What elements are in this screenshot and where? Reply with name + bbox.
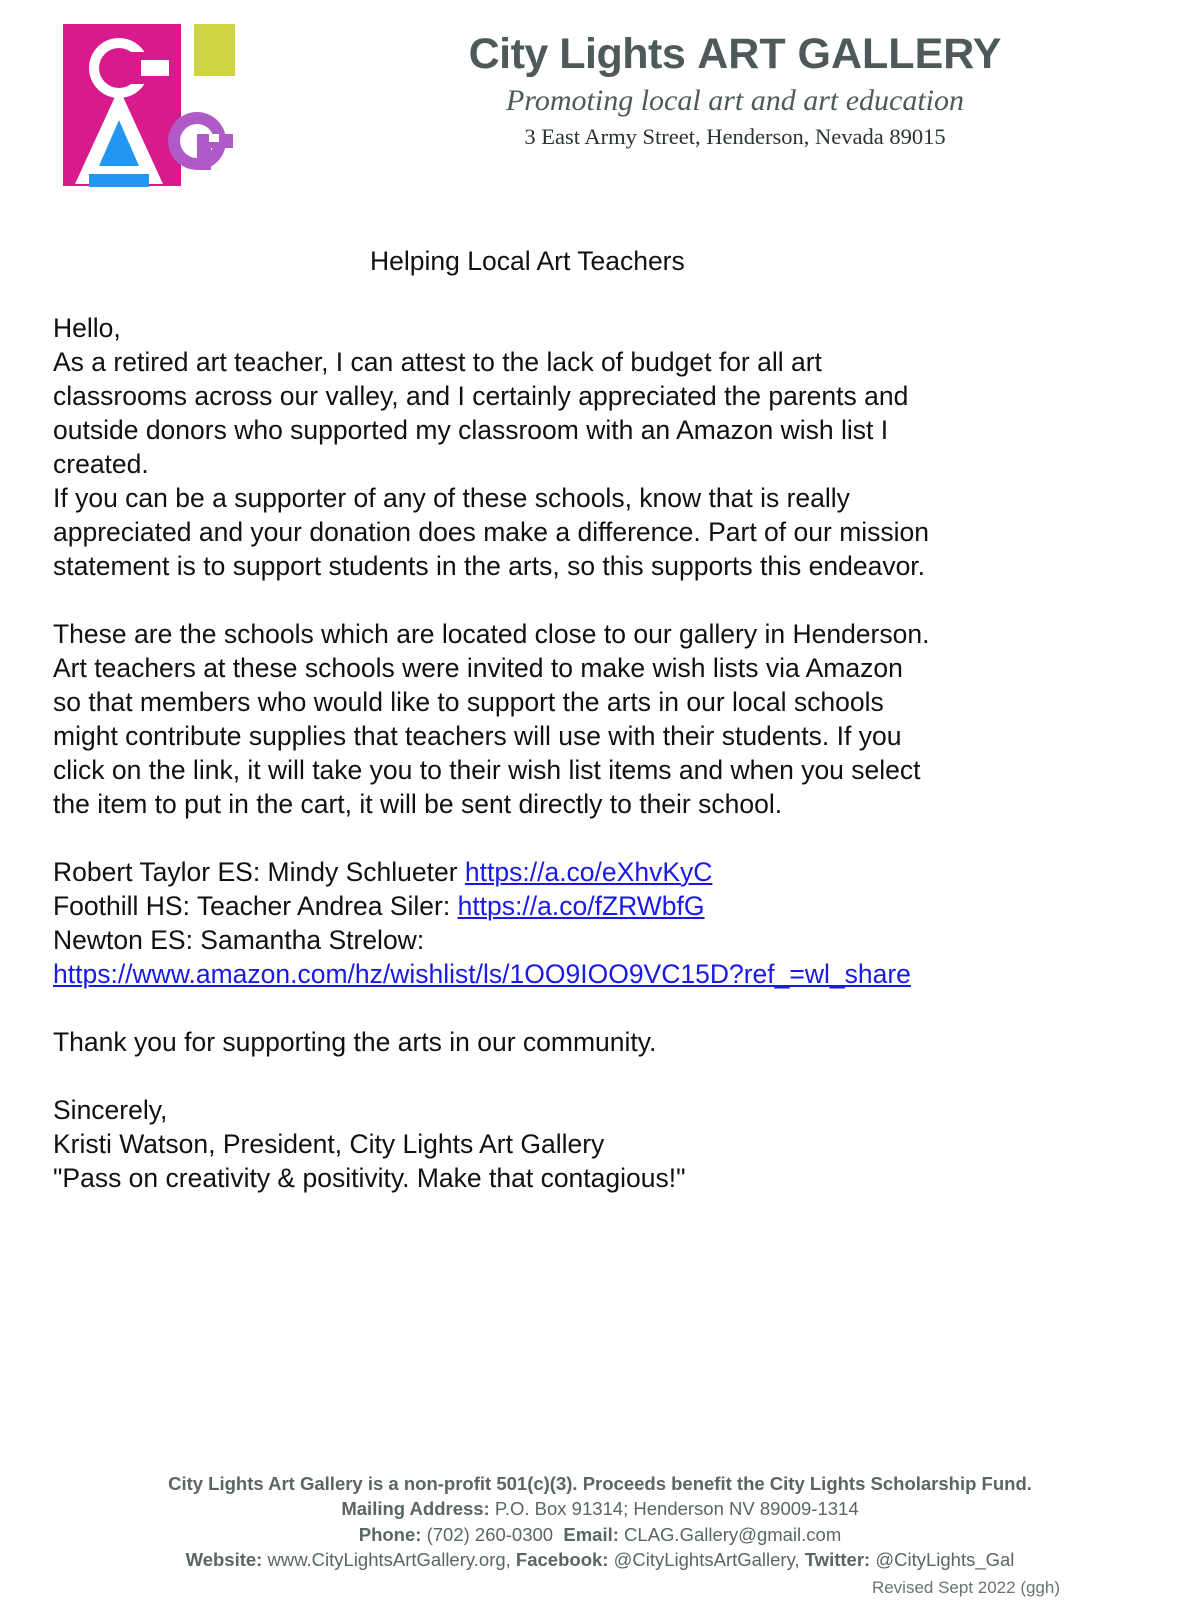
paragraph2-line-1: appreciated and your donation does make a difference. Part of our mission bbox=[53, 517, 930, 547]
letter-body bbox=[53, 311, 1053, 1195]
paragraph2-line-0: If you can be a supporter of any of these schools, know that is really bbox=[53, 483, 850, 513]
footer-email-value: CLAG.Gallery@gmail.com bbox=[618, 1523, 842, 1545]
list-item bbox=[53, 957, 1053, 991]
footer-twitter-value: @CityLights_Gal bbox=[870, 1549, 1015, 1570]
clag-logo-icon bbox=[57, 16, 239, 191]
wishlist-link-newton[interactable]: https://www.amazon.com/hz/wishlist/ls/1OO9IOO9VC15D?ref_=wl_share bbox=[53, 959, 911, 989]
paragraph-schools-info bbox=[53, 617, 1053, 821]
paragraph2-line-2: statement is to support students in the arts, so this supports this endeavor. bbox=[53, 551, 926, 581]
school-label-1: Foothill HS: Teacher Andrea Siler: bbox=[53, 891, 458, 921]
school-label-2: Newton ES: Samantha Strelow: bbox=[53, 925, 425, 955]
paragraph-thanks bbox=[53, 1025, 1053, 1059]
paragraph3-line-5: the item to put in the cart, it will be sent directly to their school. bbox=[53, 789, 783, 819]
footer-mailing-label: Mailing Address: bbox=[341, 1498, 490, 1519]
paragraph-support bbox=[53, 481, 1053, 583]
wishlist-link-robert-taylor[interactable]: https://a.co/eXhvKyC bbox=[464, 857, 713, 887]
paragraph3-line-3: might contribute supplies that teachers will use with their students. If you bbox=[53, 721, 902, 751]
school-label-0: Robert Taylor ES: Mindy Schlueter bbox=[53, 857, 465, 887]
list-item bbox=[53, 889, 1053, 923]
org-name-bold: ART GALLERY bbox=[697, 30, 1002, 78]
footer-nonprofit-text: City Lights Art Gallery is a non-profit 501(c)(3). Proceeds benefit the City Lights Scholarship Fund. bbox=[168, 1472, 1032, 1494]
footer-nonprofit-line bbox=[0, 1471, 1200, 1497]
footer-facebook-value: @CityLightsArtGallery, bbox=[608, 1549, 805, 1570]
footer-mailing-line bbox=[0, 1496, 1200, 1522]
footer-phone-value: (702) 260-0300 bbox=[421, 1523, 554, 1545]
paragraph3-line-2: so that members who would like to support the arts in our local schools bbox=[53, 687, 884, 717]
school-wishlist-list bbox=[53, 855, 1053, 991]
paragraph3-line-4: click on the link, it will take you to their wish list items and when you select bbox=[53, 755, 921, 785]
org-name-light: City Lights bbox=[468, 30, 686, 78]
paragraph1-line-2: outside donors who supported my classroom with an Amazon wish list I bbox=[53, 415, 889, 445]
footer-contact-line bbox=[0, 1522, 1200, 1548]
thanks-text: Thank you for supporting the arts in our community. bbox=[53, 1027, 657, 1057]
paragraph-greeting bbox=[53, 311, 1053, 481]
letterhead-text bbox=[420, 32, 1050, 150]
footer-facebook-label: Facebook: bbox=[515, 1549, 609, 1570]
tagline: Promoting local art and art education bbox=[505, 84, 965, 118]
footer-revised-date: Revised Sept 2022 (ggh) bbox=[871, 1577, 1060, 1597]
footer-email-label: Email: bbox=[563, 1523, 619, 1545]
wishlist-link-foothill[interactable]: https://a.co/fZRWbfG bbox=[457, 891, 705, 921]
paragraph1-line-3: created. bbox=[53, 449, 149, 479]
address: 3 East Army Street, Henderson, Nevada 89015 bbox=[524, 124, 946, 150]
page-title: Helping Local Art Teachers bbox=[370, 246, 685, 276]
footer-mailing-value: P.O. Box 91314; Henderson NV 89009-1314 bbox=[489, 1498, 859, 1519]
clag-logo bbox=[57, 16, 239, 191]
footer-social-line bbox=[0, 1547, 1200, 1573]
list-item bbox=[53, 855, 1053, 889]
paragraph1-line-0: As a retired art teacher, I can attest to the lack of budget for all art bbox=[53, 347, 822, 377]
page-footer bbox=[0, 1471, 1200, 1601]
signature-block bbox=[53, 1093, 1053, 1195]
footer-phone-label: Phone: bbox=[358, 1523, 422, 1545]
letterhead bbox=[0, 0, 1200, 205]
paragraph3-line-1: Art teachers at these schools were invited to make wish lists via Amazon bbox=[53, 653, 903, 683]
salutation: Hello, bbox=[53, 313, 121, 343]
footer-twitter-label: Twitter: bbox=[804, 1549, 871, 1570]
paragraph3-line-0: These are the schools which are located close to our gallery in Henderson. bbox=[53, 619, 930, 649]
organization-title bbox=[420, 32, 1050, 77]
signature-name: Kristi Watson, President, City Lights Art Gallery bbox=[53, 1129, 605, 1159]
signature-quote: "Pass on creativity & positivity. Make that contagious!" bbox=[53, 1163, 686, 1193]
closing-text: Sincerely, bbox=[53, 1095, 168, 1125]
footer-website-label: Website: bbox=[185, 1549, 263, 1570]
paragraph1-line-1: classrooms across our valley, and I certainly appreciated the parents and bbox=[53, 381, 909, 411]
list-item bbox=[53, 923, 1053, 957]
footer-website-value: www.CityLightsArtGallery.org, bbox=[262, 1549, 516, 1570]
